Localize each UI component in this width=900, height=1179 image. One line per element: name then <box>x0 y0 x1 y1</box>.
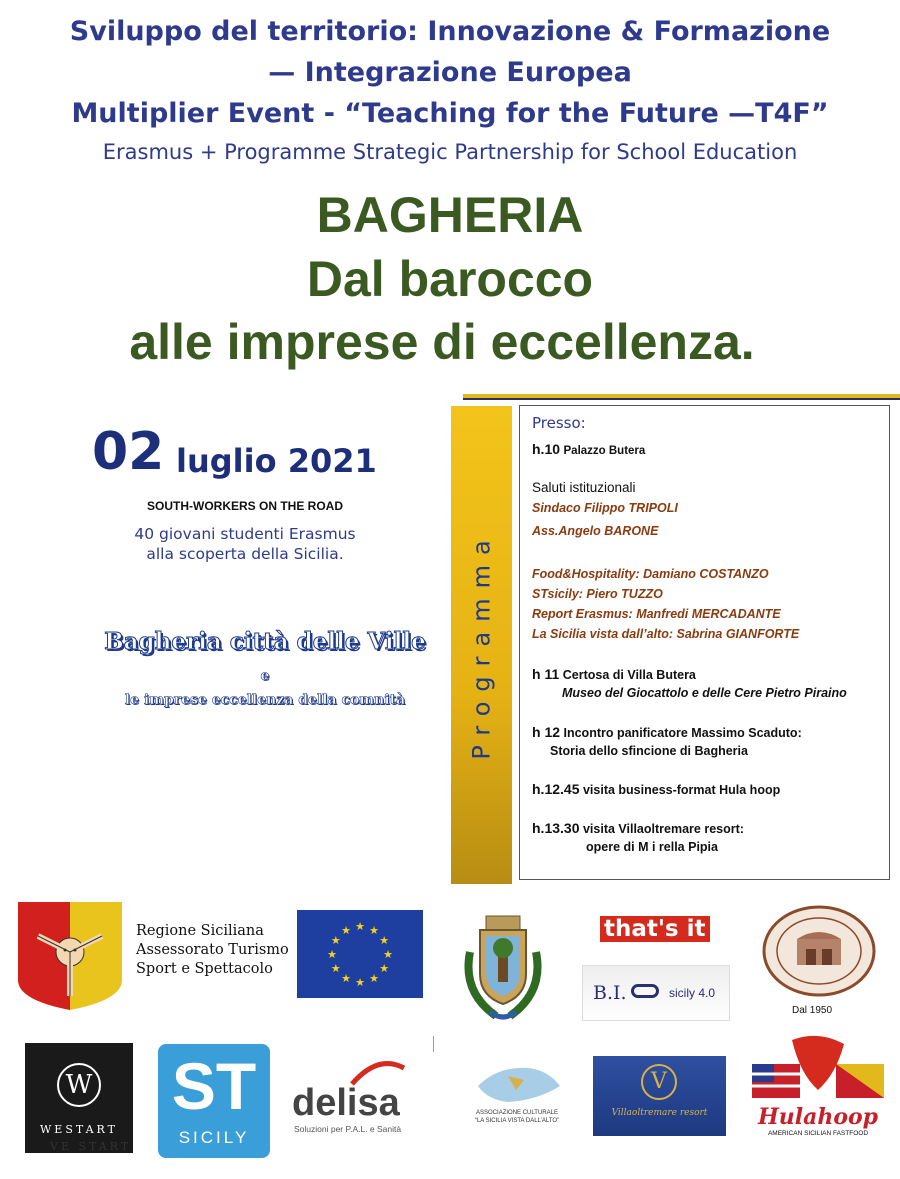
villa-text: Villaoltremare resort <box>611 1108 708 1118</box>
event-subtitle: SOUTH-WORKERS ON THE ROAD <box>147 499 343 513</box>
schedule-h11-sub: Museo del Giocattolo e delle Cere Pietro Piraino <box>562 686 847 700</box>
schedule-presso: Presso: <box>532 414 586 432</box>
programma-label-wrap <box>451 406 512 884</box>
villaoltremare-logo <box>593 1056 726 1136</box>
eu-flag-icon <box>297 910 423 998</box>
schedule-h12-sub: Storia dello sfincione di Bagheria <box>550 744 748 758</box>
regione-line-1: Regione Siciliana <box>136 923 264 939</box>
villa-v-icon: V <box>641 1064 677 1100</box>
sicily-map-icon <box>468 1056 566 1110</box>
ville-title: Bagheria città delle Ville <box>104 628 426 655</box>
stsicily-logo <box>158 1044 270 1158</box>
header-line-2: — Integrazione Europea <box>268 57 632 88</box>
event-desc-line-2: alla scoperta della Sicilia. <box>146 545 344 563</box>
thatsit-logo <box>600 914 718 944</box>
schedule-h1330-sub: opere di M i rella Pipia <box>586 840 718 854</box>
schedule-sicilia: La Sicilia vista dall’alto: Sabrina GIANFORTE <box>532 627 800 641</box>
schedule-report: Report Erasmus: Manfredi MERCADANTE <box>532 607 781 621</box>
schedule-stsicily: STsicily: Piero TUZZO <box>532 587 663 601</box>
bio-link-icon <box>631 984 659 998</box>
title-line-1: BAGHERIA <box>316 187 584 243</box>
schedule-time: h.12.45 <box>532 781 580 797</box>
event-description <box>100 524 390 564</box>
schedule-saluti: Saluti istituzionali <box>532 480 636 495</box>
assoc-sub: “LA SICILIA VISTA DALL’ALTO” <box>474 1118 560 1124</box>
schedule-item-h1245 <box>532 781 780 797</box>
schedule-item-h1330 <box>532 820 744 836</box>
bio-suffix: sicily 4.0 <box>669 986 716 1000</box>
header-line-4: Erasmus + Programme Strategic Partnership for School Education <box>102 140 798 164</box>
schedule-food: Food&Hospitality: Damiano COSTANZO <box>532 567 769 581</box>
westart-text: WESTART <box>40 1123 118 1136</box>
eu-star-icon: ★ <box>330 963 341 975</box>
schedule-item-h12 <box>532 724 802 740</box>
hulahoop-logo <box>752 1034 884 1142</box>
eu-star-icon: ★ <box>379 963 390 975</box>
bio-logo <box>582 965 730 1021</box>
regione-siciliana-crest <box>16 900 124 1012</box>
gold-divider <box>463 394 900 400</box>
bagheria-crest-icon <box>456 912 550 1028</box>
assoc-text: ASSOCIAZIONE CULTURALE <box>476 1110 558 1116</box>
hulahoop-sub: AMERICAN SICILIAN FASTFOOD <box>767 1130 869 1137</box>
antica-forneria-seal <box>762 905 876 997</box>
westart-sub: VE START <box>50 1140 132 1153</box>
eu-star-icon: ★ <box>379 935 390 947</box>
title-line-3: alle imprese di eccellenza. <box>129 314 755 370</box>
schedule-time: h 11 <box>532 666 560 682</box>
regione-text <box>136 922 289 979</box>
event-day: 02 <box>92 422 165 482</box>
eu-star-icon: ★ <box>369 973 379 986</box>
schedule-box <box>519 405 890 880</box>
delisa-sub: Soluzioni per P.A.L. e Sanità <box>294 1124 402 1134</box>
schedule-place: Certosa di Villa Butera <box>562 668 696 682</box>
stsicily-st: ST <box>171 1049 257 1123</box>
title-line-2: Dal barocco <box>306 251 594 307</box>
dal-1950: Dal 1950 <box>791 1005 833 1016</box>
schedule-time: h.10 <box>532 441 561 457</box>
regione-line-3: Sport e Spettacolo <box>136 961 273 977</box>
eu-star-icon: ★ <box>341 924 351 937</box>
event-desc-line-1: 40 giovani studenti Erasmus <box>134 525 356 543</box>
eu-star-icon: ★ <box>355 921 365 933</box>
schedule-ass: Ass.Angelo BARONE <box>532 524 659 538</box>
eu-star-icon: ★ <box>369 924 379 937</box>
regione-line-2: Assessorato Turismo <box>136 942 289 958</box>
header-line-1: Sviluppo del territorio: Innovazione & Formazione <box>69 16 831 47</box>
ville-conjunction: e <box>260 668 270 684</box>
bio-text: B.I. <box>593 982 627 1004</box>
schedule-place: Incontro panificatore Massimo Scaduto: <box>563 726 802 740</box>
delisa-text: delisa <box>292 1082 400 1124</box>
assoc-logo <box>468 1056 566 1136</box>
stsicily-sicily: SICILY <box>178 1128 250 1147</box>
schedule-place: Palazzo Butera <box>563 445 646 457</box>
schedule-time: h.13.30 <box>532 820 580 836</box>
thatsit-text: that's it <box>600 916 710 942</box>
eu-star-icon: ★ <box>383 949 393 961</box>
eu-star-icon: ★ <box>327 949 337 961</box>
hulahoop-flags-icon <box>752 1034 884 1104</box>
schedule-sindaco: Sindaco Filippo TRIPOLI <box>532 501 678 515</box>
schedule-item-h11 <box>532 666 696 682</box>
ville-subtitle: le imprese eccellenza della comnità <box>124 692 406 708</box>
schedule-place: visita Villaoltremare resort: <box>582 822 744 836</box>
eu-star-icon: ★ <box>355 977 365 989</box>
eu-star-icon: ★ <box>330 935 341 947</box>
schedule-item-h10 <box>532 441 645 457</box>
schedule-time: h 12 <box>532 724 561 740</box>
event-month-year: luglio 2021 <box>176 442 377 480</box>
delisa-logo <box>288 1058 428 1138</box>
westart-w-icon: W <box>57 1063 101 1107</box>
separator <box>433 1036 434 1052</box>
schedule-place: visita business-format Hula hoop <box>582 783 781 797</box>
hulahoop-text: Hulahoop <box>757 1104 879 1130</box>
header-line-3: Multiplier Event - “Teaching for the Future —T4F” <box>71 98 829 129</box>
westart-logo <box>25 1043 133 1153</box>
programma-label: Programma <box>467 530 496 760</box>
eu-star-icon: ★ <box>341 973 351 986</box>
